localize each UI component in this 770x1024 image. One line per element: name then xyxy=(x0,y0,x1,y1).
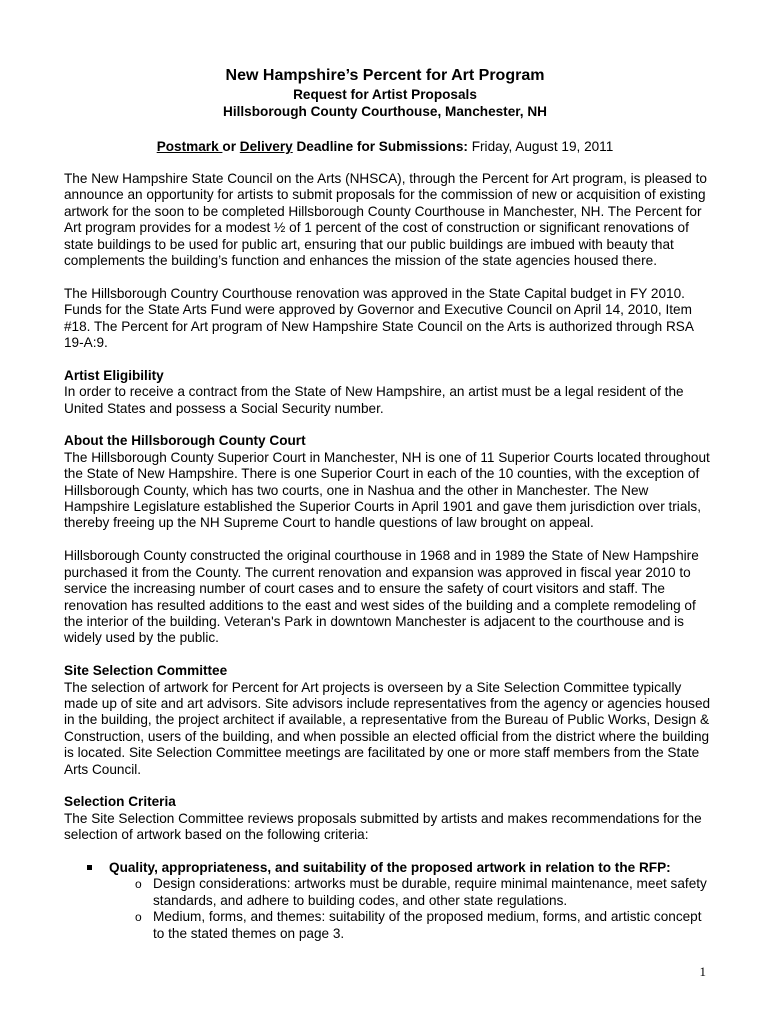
document-subtitle: Request for Artist Proposals xyxy=(293,87,477,102)
square-bullet-icon xyxy=(87,865,92,870)
criteria-sub-text: Medium, forms, and themes: suitability of the proposed medium, forms, and artistic concept to the stated themes on page 3. xyxy=(153,909,702,941)
criteria-sub-item xyxy=(109,876,714,909)
criteria-sub-item xyxy=(109,909,714,942)
criteria-item xyxy=(64,860,714,942)
committee-heading: Site Selection Committee xyxy=(64,663,228,679)
circle-bullet-icon: o xyxy=(135,877,142,892)
about-paragraph-2: Hillsborough County constructed the original courthouse in 1968 and in 1989 the State of New Hampshire purchased it from the County. The current renovation and expansion was approved in fiscal year 2010 to service the increasing number of court cases and to ensure the safety of court visitors and staff. The renovation has resulted additions to the east and west sides of the building and a complete remodeling of the interior of the building. Veteran's Park in downtown Manchester is adjacent to the courthouse and is widely used by the public. xyxy=(64,548,699,646)
page-number: 1 xyxy=(699,964,706,979)
criteria-text: The Site Selection Committee reviews proposals submitted by artists and makes recommendations for the selection of artwork based on the following criteria: xyxy=(64,810,702,843)
about-section xyxy=(64,433,714,531)
committee-section xyxy=(64,663,714,778)
criteria-sub-list xyxy=(109,876,714,942)
about-heading: About the Hillsborough County Court xyxy=(64,433,306,449)
document-title: New Hampshire’s Percent for Art Program xyxy=(225,67,545,84)
committee-text: The selection of artwork for Percent for Art projects is overseen by a Site Selection Committee typically made up of site and art advisors. Site advisors include representatives from the agency or agencies housed in the building, the project architect if available, a representative from the Bureau of Public Works, Design & Construction, users of the building, and when possible an elected official from the district where the building is located. Site Selection Committee meetings are facilitated by one or more staff members from the State Arts Council. xyxy=(64,679,711,777)
about-paragraph-1: The Hillsborough County Superior Court in Manchester, NH is one of 11 Superior Courts located throughout the State of New Hampshire. There is one Superior Court in each of the 10 counties, with the exception of Hillsborough County, which has two courts, one in Nashua and the other in Manchester. The New Hampshire Legislature established the Superior Courts in April 1901 and gave them jurisdiction over trials, thereby freeing up the NH Supreme Court to handle questions of law brought on appeal. xyxy=(64,449,710,531)
criteria-section xyxy=(64,794,714,843)
circle-bullet-icon: o xyxy=(135,910,142,925)
intro-paragraph-2: The Hillsborough Country Courthouse renovation was approved in the State Capital budget in FY 2010. Funds for the State Arts Fund were approved by Governor and Executive Council on April 14, 2010, Item #18. The Percent for Art program of New Hampshire State Council on the Arts is authorized through RSA 19-A:9. xyxy=(64,285,694,351)
eligibility-section xyxy=(64,368,714,417)
eligibility-heading: Artist Eligibility xyxy=(64,367,164,383)
submission-deadline xyxy=(0,138,770,155)
deadline-delivery: Delivery xyxy=(239,139,293,154)
intro-paragraph-1: The New Hampshire State Council on the Arts (NHSCA), through the Percent for Art program, is pleased to announce an opportunity for artists to submit proposals for the commission of new or acquisition of existing artwork for the soon to be completed Hillsborough County Courthouse in Manchester, NH. The Percent for Art program provides for a modest ½ of 1 percent of the cost of construction or significant renovations of state buildings to be used for public art, ensuring that our public buildings are imbued with beauty that complements the building’s function and enhances the mission of the state agencies housed there. xyxy=(64,171,707,269)
criteria-sub-text: Design considerations: artworks must be durable, require minimal maintenance, meet safety standards, and adhere to building codes, and other state regulations. xyxy=(153,876,707,908)
deadline-or: or xyxy=(222,139,240,154)
document-location: Hillsborough County Courthouse, Manchester, NH xyxy=(223,104,547,119)
document-body xyxy=(64,171,714,942)
deadline-postmark: Postmark xyxy=(156,139,223,154)
deadline-label: Deadline for Submissions: xyxy=(292,139,468,154)
deadline-date: Friday, August 19, 2011 xyxy=(467,139,614,154)
eligibility-text: In order to receive a contract from the State of New Hampshire, an artist must be a legal resident of the United States and possess a Social Security number. xyxy=(64,384,684,416)
criteria-list xyxy=(64,860,714,942)
criteria-item-label: Quality, appropriateness, and suitability of the proposed artwork in relation to the RFP: xyxy=(109,859,671,875)
title-block xyxy=(0,66,770,120)
criteria-heading: Selection Criteria xyxy=(64,794,176,810)
